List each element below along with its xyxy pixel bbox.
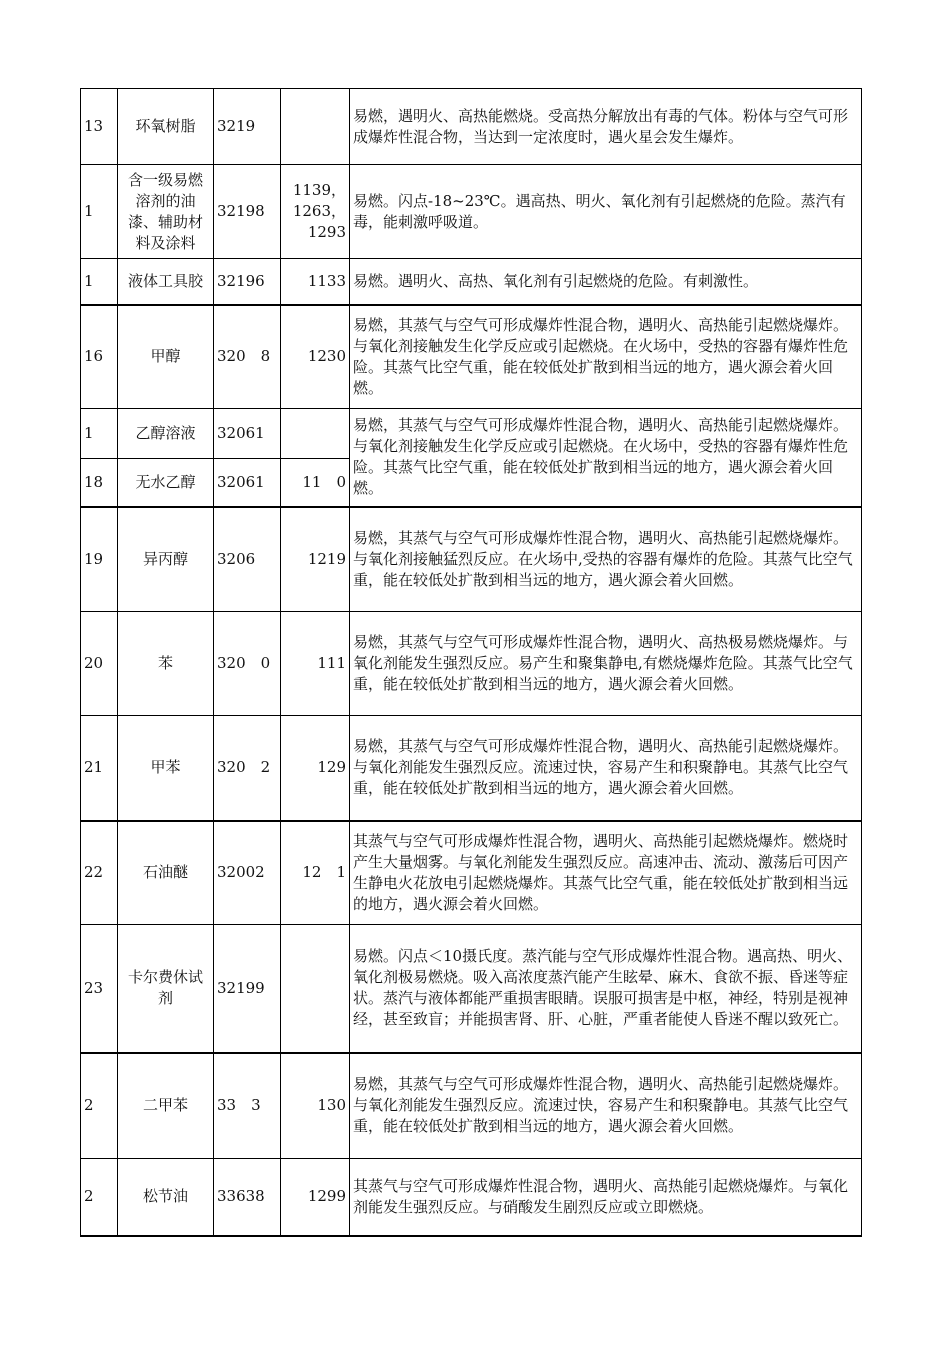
un-number: 12 1 — [281, 821, 350, 925]
row-number: 13 — [81, 89, 118, 165]
chemical-name: 石油醚 — [118, 821, 214, 925]
un-number: 1133 — [281, 259, 350, 305]
hazard-description: 易燃。闪点-18~23℃。遇高热、明火、氧化剂有引起燃烧的危险。蒸汽有毒，能刺激呼吸道。 — [350, 165, 862, 259]
hazard-code: 32061 — [214, 409, 281, 459]
hazard-description: 易燃。遇明火、高热、氧化剂有引起燃烧的危险。有刺激性。 — [350, 259, 862, 305]
un-number: 129 — [281, 716, 350, 821]
un-number: 1219 — [281, 507, 350, 612]
row-number: 2 — [81, 1053, 118, 1159]
hazard-description: 易燃，其蒸气与空气可形成爆炸性混合物，遇明火、高热能引起燃烧爆炸。与氧化剂能发生强烈反应。流速过快，容易产生和积聚静电。其蒸气比空气重，能在较低处扩散到相当远的地方，遇火源会着火回燃。 — [350, 1053, 862, 1159]
hazard-description: 易燃，其蒸气与空气可形成爆炸性混合物，遇明火、高热能引起燃烧爆炸。与氧化剂接触猛烈反应。在火场中,受热的容器有爆炸的危险。其蒸气比空气重，能在较低处扩散到相当远的地方，遇火源会着火回燃。 — [350, 507, 862, 612]
hazard-description: 易燃，其蒸气与空气可形成爆炸性混合物，遇明火、高热能引起燃烧爆炸。与氧化剂能发生强烈反应。流速过快，容易产生和积聚静电。其蒸气比空气重，能在较低处扩散到相当远的地方，遇火源会着火回燃。 — [350, 716, 862, 821]
chemical-name: 松节油 — [118, 1159, 214, 1236]
hazard-code: 320 8 — [214, 305, 281, 409]
hazard-code: 33638 — [214, 1159, 281, 1236]
table-row — [81, 612, 862, 716]
chemical-name: 液体工具胶 — [118, 259, 214, 305]
chemical-name: 甲醇 — [118, 305, 214, 409]
hazard-description: 易燃，其蒸气与空气可形成爆炸性混合物，遇明火、高热能引起燃烧爆炸。与氧化剂接触发生化学反应或引起燃烧。在火场中，受热的容器有爆炸性危险。其蒸气比空气重，能在较低处扩散到相当远的地方，遇火源会着火回燃。 — [350, 409, 862, 507]
hazard-code: 3219 — [214, 89, 281, 165]
row-number: 2 — [81, 1159, 118, 1236]
hazard-code: 33 3 — [214, 1053, 281, 1159]
table-row — [81, 507, 862, 612]
row-number: 18 — [81, 459, 118, 507]
row-number: 20 — [81, 612, 118, 716]
table-row — [81, 89, 862, 165]
un-number: 1299 — [281, 1159, 350, 1236]
table-row — [81, 165, 862, 259]
hazard-code: 32198 — [214, 165, 281, 259]
hazard-description: 其蒸气与空气可形成爆炸性混合物，遇明火、高热能引起燃烧爆炸。燃烧时产生大量烟雾。与氧化剂能发生强烈反应。高速冲击、流动、激荡后可因产生静电火花放电引起燃烧爆炸。其蒸气比空气重，能在较低处扩散到相当远的地方，遇火源会着火回燃。 — [350, 821, 862, 925]
un-number: 11 0 — [281, 459, 350, 507]
table-row — [81, 716, 862, 821]
table-row — [81, 305, 862, 409]
un-number — [281, 409, 350, 459]
row-number: 19 — [81, 507, 118, 612]
hazard-code: 32002 — [214, 821, 281, 925]
table-row — [81, 821, 862, 925]
hazard-code: 3206 — [214, 507, 281, 612]
row-number: 1 — [81, 259, 118, 305]
row-number: 21 — [81, 716, 118, 821]
chemical-name: 环氧树脂 — [118, 89, 214, 165]
hazard-code: 320 0 — [214, 612, 281, 716]
table-row — [81, 925, 862, 1053]
hazard-code: 32061 — [214, 459, 281, 507]
hazardous-chemicals-table — [80, 88, 862, 1237]
hazard-description: 其蒸气与空气可形成爆炸性混合物，遇明火、高热能引起燃烧爆炸。与氧化剂能发生强烈反应。与硝酸发生剧烈反应或立即燃烧。 — [350, 1159, 862, 1236]
chemical-name: 无水乙醇 — [118, 459, 214, 507]
chemical-name: 乙醇溶液 — [118, 409, 214, 459]
row-number: 1 — [81, 409, 118, 459]
table-row — [81, 409, 862, 459]
hazard-code: 32196 — [214, 259, 281, 305]
hazard-description: 易燃。闪点＜10摄氏度。蒸汽能与空气形成爆炸性混合物。遇高热、明火、氧化剂极易燃烧。吸入高浓度蒸汽能产生眩晕、麻木、食欲不振、昏迷等症状。蒸汽与液体都能严重损害眼睛。误服可损害是中枢，神经，特别是视神经，甚至致盲；并能损害肾、肝、心脏，严重者能使人昏迷不醒以致死亡。 — [350, 925, 862, 1053]
row-number: 23 — [81, 925, 118, 1053]
un-number — [281, 89, 350, 165]
hazard-code: 32199 — [214, 925, 281, 1053]
un-number: 1230 — [281, 305, 350, 409]
un-number — [281, 925, 350, 1053]
chemical-name: 二甲苯 — [118, 1053, 214, 1159]
hazard-code: 320 2 — [214, 716, 281, 821]
un-number: 130 — [281, 1053, 350, 1159]
chemical-name: 卡尔费休试剂 — [118, 925, 214, 1053]
hazard-description: 易燃，其蒸气与空气可形成爆炸性混合物，遇明火、高热极易燃烧爆炸。与氧化剂能发生强烈反应。易产生和聚集静电,有燃烧爆炸危险。其蒸气比空气重，能在较低处扩散到相当远的地方，遇火源会着火回燃。 — [350, 612, 862, 716]
hazard-description: 易燃，其蒸气与空气可形成爆炸性混合物，遇明火、高热能引起燃烧爆炸。与氧化剂接触发生化学反应或引起燃烧。在火场中，受热的容器有爆炸性危险。其蒸气比空气重，能在较低处扩散到相当远的地方，遇火源会着火回燃。 — [350, 305, 862, 409]
hazard-description: 易燃，遇明火、高热能燃烧。受高热分解放出有毒的气体。粉体与空气可形成爆炸性混合物，当达到一定浓度时，遇火星会发生爆炸。 — [350, 89, 862, 165]
row-number: 22 — [81, 821, 118, 925]
chemical-name: 含一级易燃溶剂的油漆、辅助材料及涂料 — [118, 165, 214, 259]
chemical-name: 甲苯 — [118, 716, 214, 821]
row-number: 1 — [81, 165, 118, 259]
table-row — [81, 1159, 862, 1236]
row-number: 16 — [81, 305, 118, 409]
un-number: 1139，1263，1293 — [281, 165, 350, 259]
un-number: 111 — [281, 612, 350, 716]
table-row — [81, 1053, 862, 1159]
table-row — [81, 259, 862, 305]
chemical-name: 异丙醇 — [118, 507, 214, 612]
chemical-name: 苯 — [118, 612, 214, 716]
